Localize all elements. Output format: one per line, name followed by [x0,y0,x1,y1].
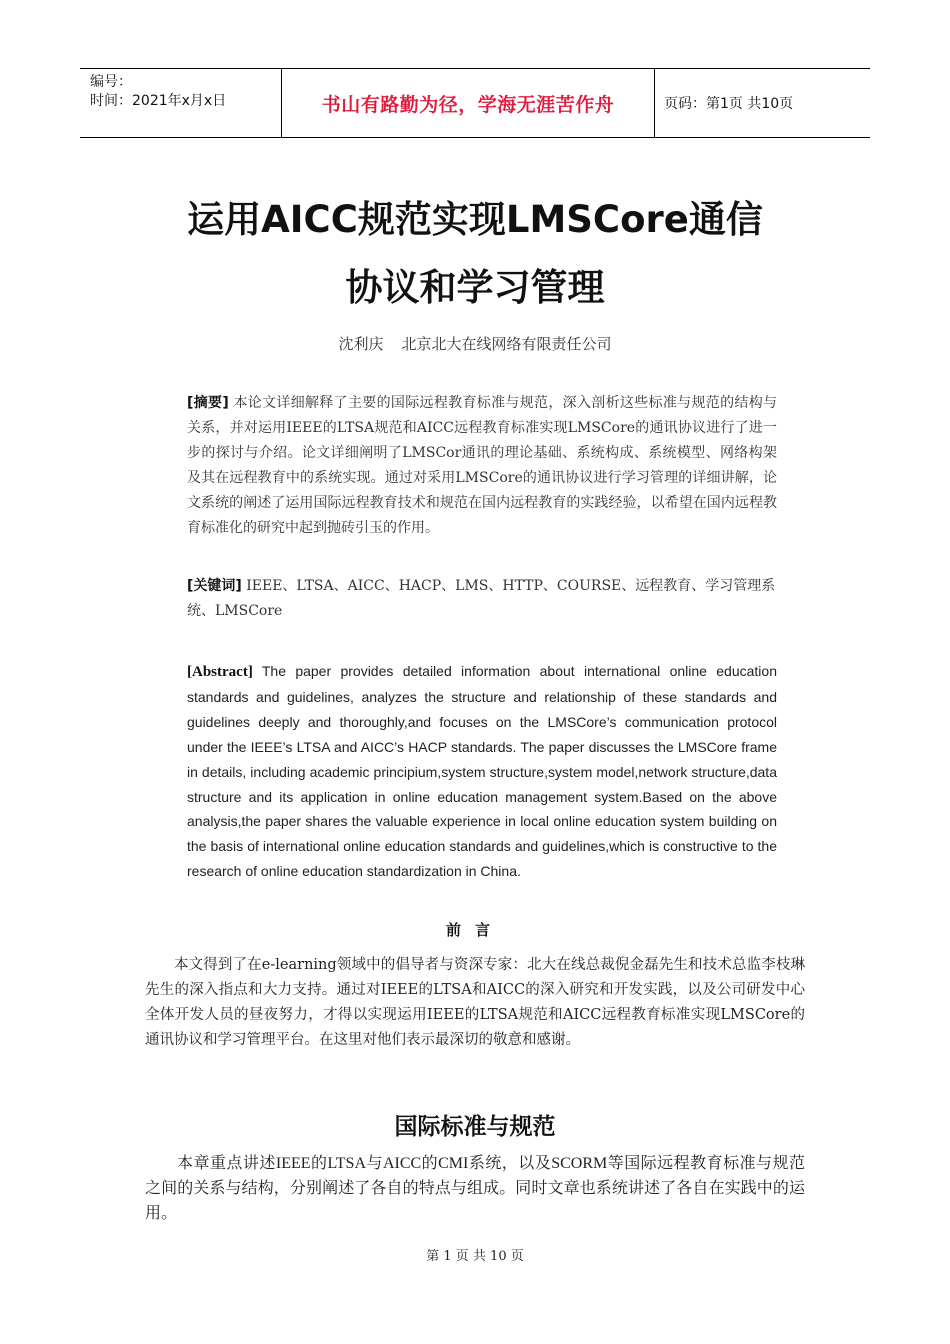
keywords-text: IEEE、LTSA、AICC、HACP、LMS、HTTP、COURSE、远程教育、学习管理系统、LMSCore [187,578,776,619]
header-motto: 书山有路勤为径，学海无涯苦作舟 [281,69,655,137]
header-table [80,68,870,138]
page-title [100,186,850,322]
section-heading: 国际标准与规范 [394,1114,556,1140]
abstract-en-text: The paper provides detailed information about international online education standards and guidelines, analyzes the structure and relationship of these standards and guidelines deeply and thoroughly,and focuses on the LMSCore’s communication protocol under the IEEE’s LTSA and AICC’s HACP standards. The paper discusses the LMSCore frame in details, including academic principium,system structure,system model,network structure,data structure and its application in online education management system.Based on the above analysis,the paper shares the valuable experience in local online education system building on the basis of international online education standards and guidelines,which is constructive to the research of online education standardization in China. [187,663,777,880]
header-meta-cell [80,69,281,137]
section-paragraph: 本章重点讲述IEEE的LTSA与AICC的CMI系统，以及SCORM等国际远程教育标准与规范之间的关系与结构，分别阐述了各自的特点与组成。同时文章也系统讲述了各自在实践中的运用。 [145,1155,805,1222]
abstract-en-label: [Abstract] [187,664,253,680]
page-footer: 第 1 页 共 10 页 [426,1249,524,1264]
title-line-1: 运用AICC规范实现LMSCore通信 [187,198,763,241]
preface-heading: 前言 [445,921,504,939]
author-organization: 北京北大在线网络有限责任公司 [401,335,612,353]
author-name: 沈利庆 [338,335,384,353]
abstract-zh-label: [摘要] [187,395,229,411]
keywords [187,574,777,624]
header-page-info: 页码：第1页 共10页 [664,96,794,112]
title-line-2: 协议和学习管理 [345,266,605,309]
keywords-label: [关键词] [187,578,242,594]
abstract-english [187,659,777,884]
preface-paragraph: 本文得到了在e-learning领域中的倡导者与资深专家：北大在线总裁倪金磊先生和技术总监李枝琳先生的深入指点和大力支持。通过对IEEE的LTSA和AICC的深入研究和开发实践，以及公司研发中心全体开发人员的昼夜努力，才得以实现运用IEEE的LTSA规范和AICC远程教育标准实现LMSCore的通讯协议和学习管理平台。在这里对他们表示最深切的敬意和感谢。 [145,957,805,1048]
abstract-zh-text: 本论文详细解释了主要的国际远程教育标准与规范，深入剖析这些标准与规范的结构与关系，并对运用IEEE的LTSA规范和AICC远程教育标准实现LMSCore的通讯协议进行了进一步的探讨与介绍。论文详细阐明了LMSCor通讯的理论基础、系统构成、系统模型、网络构架及其在远程教育中的系统实现。通过对采用LMSCore的通讯协议进行学习管理的详细讲解，论文系统的阐述了运用国际远程教育技术和规范在国内远程教育的实践经验，以希望在国内远程教育标准化的研究中起到抛砖引玉的作用。 [187,395,777,536]
abstract-chinese [187,391,777,541]
document-number-label: 编号： [90,74,132,90]
document-time-label: 时间：2021年x月x日 [90,93,227,109]
author-line [100,333,850,354]
